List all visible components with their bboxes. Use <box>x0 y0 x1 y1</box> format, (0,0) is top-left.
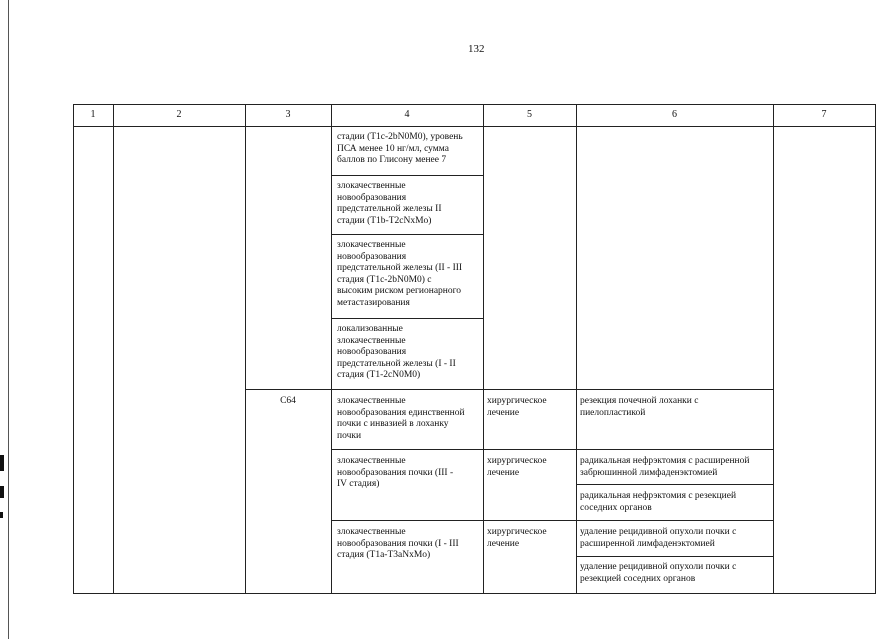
table-border <box>113 104 114 594</box>
treatment-method-cell: радикальная нефрэктомия с резекцией соседних органов <box>580 491 737 513</box>
diagnosis-code: C64 <box>280 396 296 406</box>
row-border <box>331 234 483 235</box>
column-header: 3 <box>285 109 291 120</box>
page-left-edge <box>8 0 9 639</box>
row-border <box>331 449 773 450</box>
row-border <box>331 520 773 521</box>
treatment-method-cell: резекция почечной лоханки с пиелопластикой <box>580 396 699 418</box>
diagnosis-cell: злокачественные новообразования почки (III - IV стадия) <box>337 456 454 489</box>
treatment-method-cell: удаление рецидивной опухоли почки с резекцией соседних органов <box>580 562 737 584</box>
row-border <box>576 556 773 557</box>
treatment-method-cell: радикальная нефрэктомия с расширенной забрюшинной лимфаденэктомией <box>580 456 750 478</box>
table-border <box>73 593 875 594</box>
scan-mark <box>0 486 4 498</box>
diagnosis-cell: стадии (T1c-2bN0M0), уровень ПСА менее 10 нг/мл, сумма баллов по Глисону менее 7 <box>337 132 463 165</box>
diagnosis-cell: злокачественные новообразования единственной почки с инвазией в лоханку почки <box>337 396 465 441</box>
table-border <box>73 126 875 127</box>
diagnosis-cell: злокачественные новообразования предстательной железы (II - III стадия (T1c-2bN0M0) с высоким риском регионарного метастазирования <box>337 240 463 308</box>
diagnosis-cell: локализованные злокачественные новообразования предстательной железы (I - II стадия (T1-2cN0M0) <box>337 324 456 380</box>
scan-mark <box>0 455 4 471</box>
table-border <box>875 104 876 594</box>
diagnosis-cell: злокачественные новообразования предстательной железы II стадии (T1b-T2cNxMo) <box>337 181 442 226</box>
column-header: 1 <box>90 109 96 120</box>
column-header: 6 <box>672 109 677 120</box>
page-number: 132 <box>468 43 485 55</box>
row-border <box>245 389 773 390</box>
table-border <box>773 104 774 594</box>
diagnosis-cell: злокачественные новообразования почки (I - III стадия (T1a-T3aNxMo) <box>337 527 459 560</box>
treatment-type-cell: хирургическое лечение <box>487 527 547 549</box>
treatment-type-cell: хирургическое лечение <box>487 396 547 418</box>
row-border <box>576 484 773 485</box>
scan-mark <box>0 512 3 518</box>
table-border <box>245 104 246 594</box>
column-header: 7 <box>821 109 827 120</box>
treatment-type-cell: хирургическое лечение <box>487 456 547 478</box>
table-border <box>73 104 74 594</box>
column-header: 4 <box>404 109 410 120</box>
row-border <box>331 318 483 319</box>
column-header: 2 <box>176 109 182 120</box>
row-border <box>331 175 483 176</box>
treatment-method-cell: удаление рецидивной опухоли почки с расширенной лимфаденэктомией <box>580 527 737 549</box>
column-header: 5 <box>527 109 532 120</box>
